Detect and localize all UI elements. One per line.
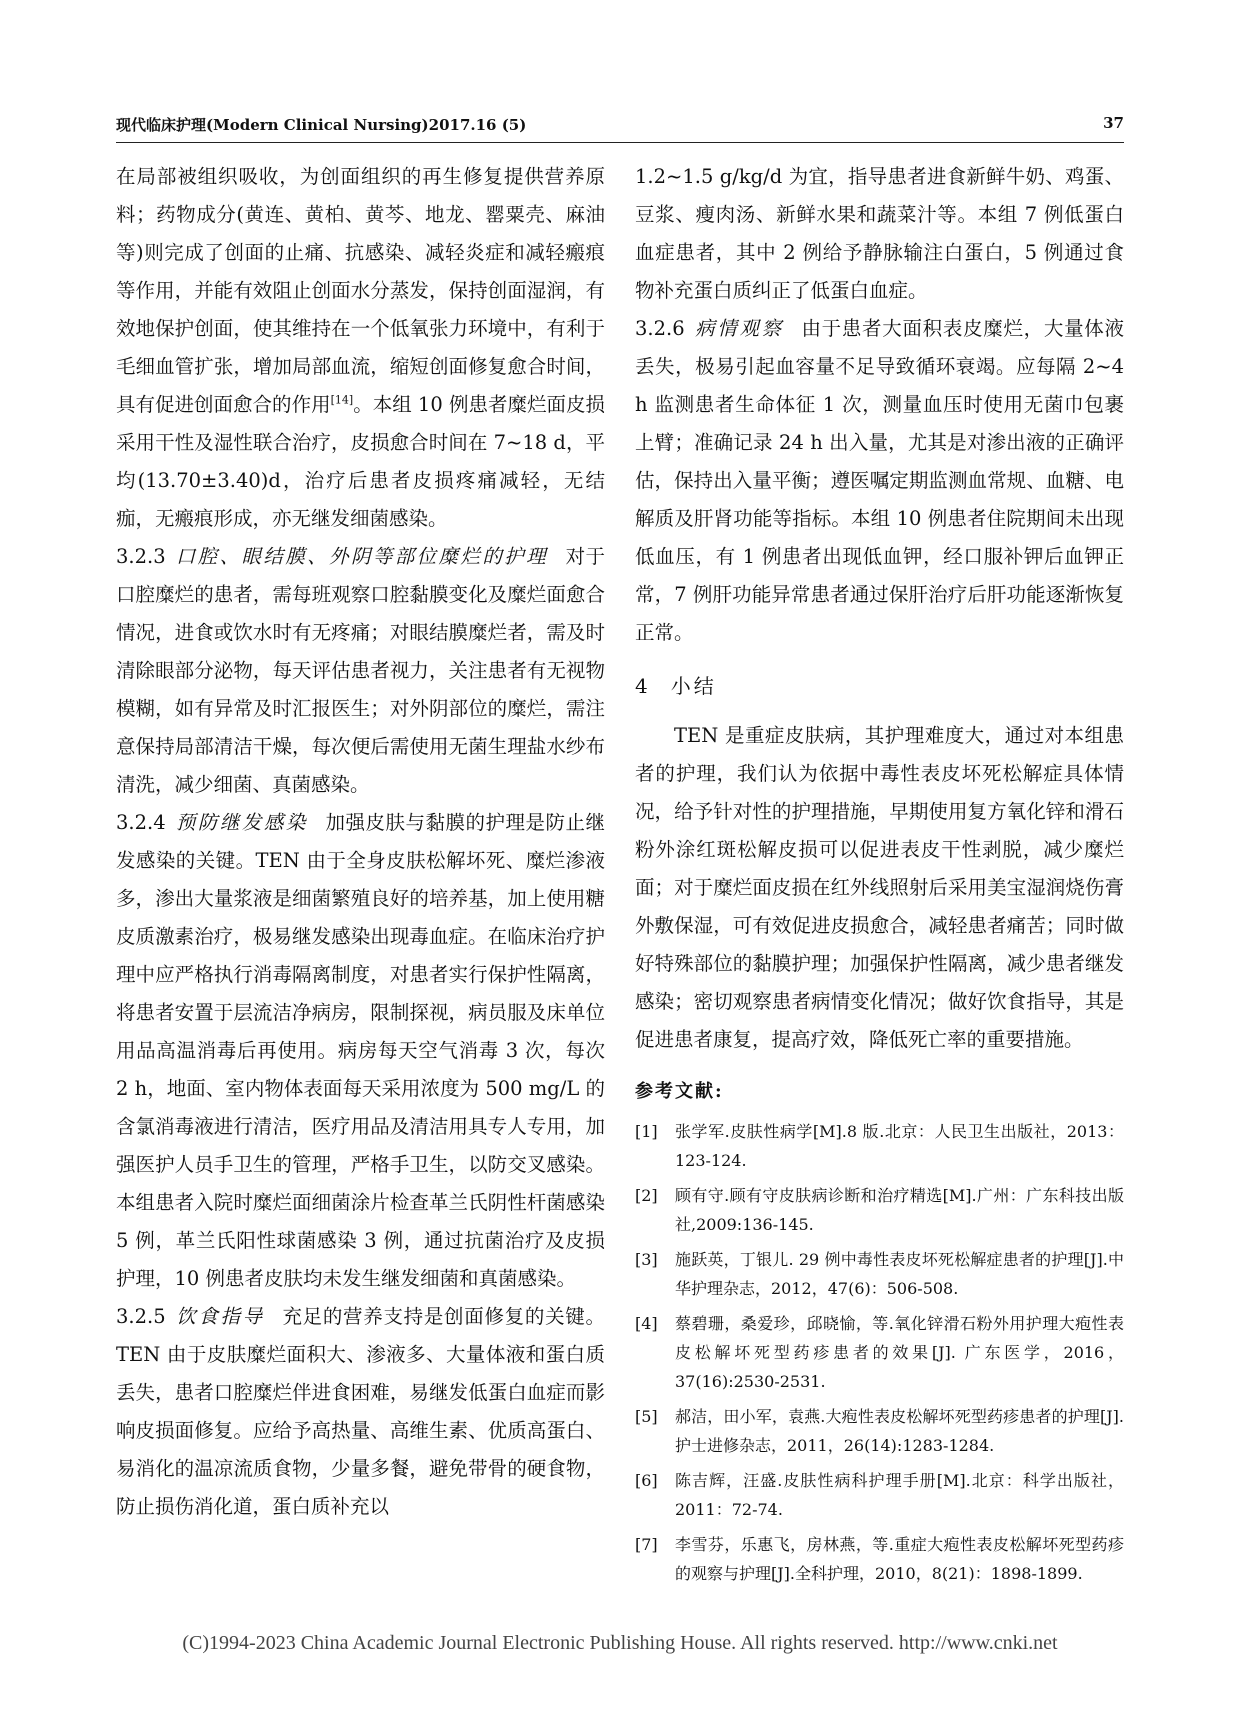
section-3-2-4 — [116, 804, 605, 1298]
section-number: 4 — [635, 674, 651, 698]
citation-14: [14] — [330, 393, 354, 407]
section-body: 由于患者大面积表皮糜烂，大量体液丢失，极易引起血容量不足导致循环衰竭。应每隔 2~4 h 监测患者生命体征 1 次，测量血压时使用无菌巾包裹上臂；准确记录 24 h 出入量，尤其是对渗出液的正确评估，保持出入量平衡；遵医嘱定期监测血常规、血糖、电解质及肝肾功能等指标。本组 10 例患者住院期间未出现低血压，有 1 例患者出现低血钾，经口服补钾后血钾正常，7 例肝功能异常患者通过保肝治疗后肝功能逐渐恢复正常。 — [635, 317, 1124, 644]
reference-item: [7] 李雪芬，乐惠飞，房林燕，等.重症大疱性表皮松解坏死型药疹的观察与护理[J].全科护理，2010，8(21)：1898-1899. — [635, 1535, 1124, 1583]
section-title: 病情观察 — [694, 317, 784, 340]
section-number: 3.2.3 — [116, 545, 166, 568]
reference-item: [2] 顾有守.顾有守皮肤病诊断和治疗精选[M].广州：广东科技出版社,2009:136-145. — [635, 1186, 1124, 1234]
section-3-2-5 — [116, 1298, 605, 1526]
references-heading: 参考文献: — [635, 1081, 724, 1102]
section-body: 加强皮肤与黏膜的护理是防止继发感染的关键。TEN 由于全身皮肤松解坏死、糜烂渗液多，渗出大量浆液是细菌繁殖良好的培养基，加上使用糖皮质激素治疗，极易继发感染出现毒血症。在临床治疗护理中应严格执行消毒隔离制度，对患者实行保护性隔离，将患者安置于层流洁净病房，限制探视，病员服及床单位用品高温消毒后再使用。病房每天空气消毒 3 次，每次 2 h，地面、室内物体表面每天采用浓度为 500 mg/L 的含氯消毒液进行清洁，医疗用品及清洁用具专人专用，加强医护人员手卫生的管理，严格手卫生，以防交叉感染。本组患者入院时糜烂面细菌涂片检查革兰氏阴性杆菌感染 5 例，革兰氏阳性球菌感染 3 例，通过抗菌治疗及皮损护理，10 例患者皮肤均未发生继发细菌和真菌感染。 — [116, 811, 605, 1290]
section-3-2-3 — [116, 538, 605, 804]
section-number: 3.2.4 — [116, 811, 166, 834]
running-header — [116, 112, 1124, 143]
summary-paragraph: TEN 是重症皮肤病，其护理难度大，通过对本组患者的护理，我们认为依据中毒性表皮坏死松解症具体情况，给予针对性的护理措施，早期使用复方氧化锌和滑石粉外涂红斑松解皮损可以促进表皮干性剥脱，减少糜烂面；对于糜烂面皮损在红外线照射后采用美宝湿润烧伤膏外敷保湿，可有效促进皮损愈合，减轻患者痛苦；同时做好特殊部位的黏膜护理；加强保护性隔离，减少患者继发感染；密切观察患者病情变化情况；做好饮食指导，其是促进患者康复，提高疗效，降低死亡率的重要措施。 — [635, 724, 1124, 1051]
journal-title: 现代临床护理(Modern Clinical Nursing)2017.16 (5) — [116, 116, 527, 134]
paragraph-protein: 1.2~1.5 g/kg/d 为宜，指导患者进食新鲜牛奶、鸡蛋、豆浆、瘦肉汤、新鲜水果和蔬菜汁等。本组 7 例低蛋白血症患者，其中 2 例给予静脉输注白蛋白，5 例通过食物补充蛋白质纠正了低蛋白血症。 — [635, 165, 1124, 302]
right-column — [635, 158, 1124, 1594]
reference-item: [5] 郝洁，田小军，袁燕.大疱性表皮松解坏死型药疹患者的护理[J].护士进修杂志，2011，26(14):1283-1284. — [635, 1407, 1124, 1455]
reference-item: [4] 蔡碧珊，桑爱珍，邱晓愉，等.氧化锌滑石粉外用护理大疱性表皮松解坏死型药疹患者的效果[J]. 广东医学，2016，37(16):2530-2531. — [635, 1314, 1124, 1391]
page-number: 37 — [1103, 114, 1124, 132]
section-4-heading — [635, 670, 1124, 699]
section-3-2-6 — [635, 310, 1124, 652]
left-column — [116, 158, 605, 1526]
section-body: 充足的营养支持是创面修复的关键。TEN 由于皮肤糜烂面积大、渗液多、大量体液和蛋白质丢失，患者口腔糜烂伴进食困难，易继发低蛋白血症而影响皮损面修复。应给予高热量、高维生素、优质高蛋白、易消化的温凉流质食物，少量多餐，避免带骨的硬食物，防止损伤消化道，蛋白质补充以 — [116, 1305, 605, 1518]
reference-item: [6] 陈吉辉，汪盛.皮肤性病科护理手册[M].北京：科学出版社，2011：72-74. — [635, 1471, 1124, 1519]
references-list — [635, 1117, 1124, 1588]
section-number: 3.2.6 — [635, 317, 685, 340]
copyright-footer: (C)1994-2023 China Academic Journal Electronic Publishing House. All rights reserved. http://www.cnki.net — [182, 1632, 1058, 1654]
section-title: 口腔、眼结膜、外阴等部位糜烂的护理 — [175, 545, 549, 568]
section-body: 对于口腔糜烂的患者，需每班观察口腔黏膜变化及糜烂面愈合情况，进食或饮水时有无疼痛；对眼结膜糜烂者，需及时清除眼部分泌物，每天评估患者视力，关注患者有无视物模糊，如有异常及时汇报医生；对外阴部位的糜烂，需注意保持局部清洁干燥，每次便后需使用无菌生理盐水纱布清洗，减少细菌、真菌感染。 — [116, 545, 605, 796]
reference-item: [3] 施跃英，丁银儿. 29 例中毒性表皮坏死松解症患者的护理[J].中华护理杂志，2012，47(6)：506-508. — [635, 1250, 1124, 1298]
section-title: 预防继发感染 — [175, 811, 308, 834]
section-number: 3.2.5 — [116, 1305, 166, 1328]
section-title: 小结 — [670, 674, 717, 698]
reference-item: [1] 张学军.皮肤性病学[M].8 版.北京：人民卫生出版社，2013：123-124. — [635, 1122, 1124, 1170]
paragraph-wound-care: 在局部被组织吸收，为创面组织的再生修复提供营养原料；药物成分(黄连、黄柏、黄芩、地龙、罂粟壳、麻油等)则完成了创面的止痛、抗感染、减轻炎症和减轻瘢痕等作用，并能有效阻止创面水分蒸发，保持创面湿润，有效地保护创面，使其维持在一个低氧张力环境中，有利于毛细血管扩张，增加局部血流，缩短创面修复愈合时间，具有促进创面愈合的作用[14]。本组 10 例患者糜烂面皮损采用干性及湿性联合治疗，皮损愈合时间在 7~18 d，平均(13.70±3.40)d，治疗后患者皮损疼痛减轻，无结痂，无瘢痕形成，亦无继发细菌感染。 — [116, 165, 605, 530]
section-title: 饮食指导 — [175, 1305, 265, 1328]
